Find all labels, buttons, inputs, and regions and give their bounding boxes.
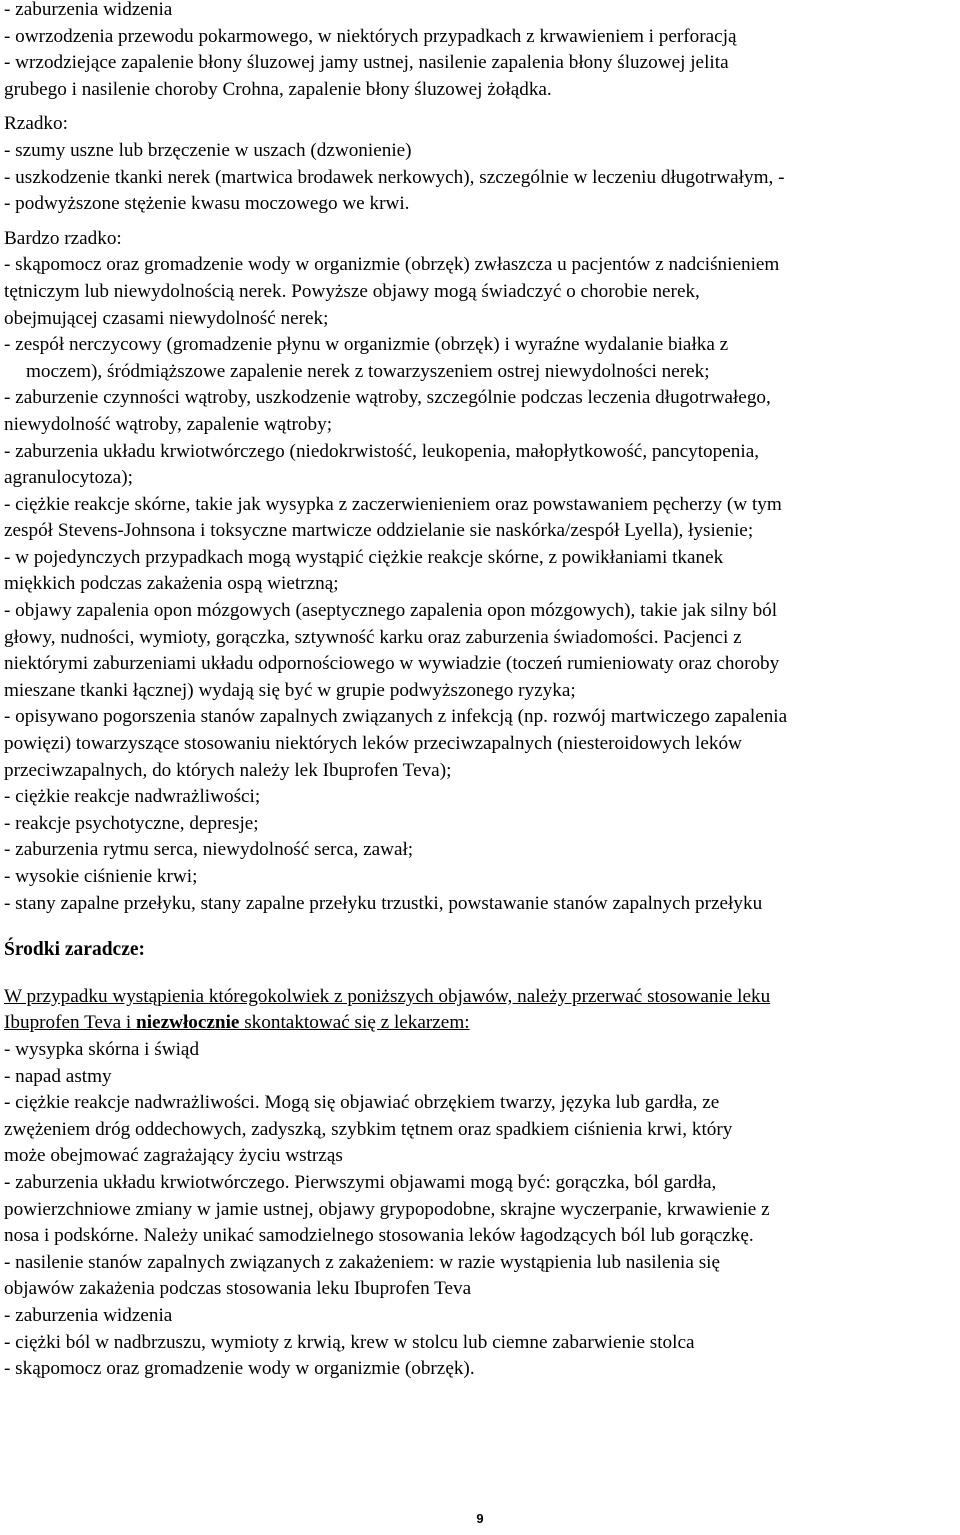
symptom-line: - ciężkie reakcje nadwrażliwości. Mogą się objawiać obrzękiem twarzy, języka lub gardła, ze: [4, 1092, 720, 1114]
text-line: - podwyższone stężenie kwasu moczowego we krwi.: [4, 193, 410, 215]
symptom-line: powierzchniowe zmiany w jamie ustnej, objawy grypopodobne, skrajne wyczerpanie, krwawienie z: [4, 1198, 770, 1220]
subheading-bardzo-rzadko: Bardzo rzadko:: [4, 227, 122, 249]
text-line: - objawy zapalenia opon mózgowych (aseptycznego zapalenia opon mózgowych), takie jak silny ból: [4, 600, 778, 622]
subheading-rzadko: Rzadko:: [4, 113, 68, 135]
text-line: miękkich podczas zakażenia ospą wietrzną;: [4, 573, 339, 595]
text-line: - zaburzenie czynności wątroby, uszkodzenie wątroby, szczególnie podczas leczenia długotrwałego,: [4, 387, 771, 409]
text-line: - uszkodzenie tkanki nerek (martwica brodawek nerkowych), szczególnie w leczeniu długotrwałym, -: [4, 166, 785, 188]
warning-line-2: [4, 1010, 956, 1037]
document-page: [4, 0, 956, 1383]
text-line: - ciężkie reakcje nadwrażliwości;: [4, 786, 261, 808]
text-line: - stany zapalne przełyku, stany zapalne przełyku trzustki, powstawanie stanów zapalnych przełyku: [4, 892, 763, 914]
text-line: - reakcje psychotyczne, depresje;: [4, 812, 259, 834]
text-line: - wrzodziejące zapalenie błony śluzowej jamy ustnej, nasilenie zapalenia błony śluzowej jelita: [4, 52, 729, 74]
text-line: - zaburzenia układu krwiotwórczego (niedokrwistość, leukopenia, małopłytkowość, pancytopenia,: [4, 440, 760, 462]
text-line: grubego i nasilenie choroby Crohna, zapalenie błony śluzowej żołądka.: [4, 78, 552, 100]
text-line: obejmującej czasami niewydolność nerek;: [4, 307, 329, 329]
text-line: tętniczym lub niewydolnością nerek. Powyższe objawy mogą świadczyć o chorobie nerek,: [4, 280, 700, 302]
warning-text: skontaktować się z lekarzem:: [239, 1012, 470, 1034]
text-line: - zaburzenia widzenia: [4, 0, 173, 20]
text-line: zespół Stevens-Johnsona i toksyczne martwicze oddzielanie sie naskórka/zespół Lyella), łysienie;: [4, 520, 754, 542]
text-line: - zaburzenia rytmu serca, niewydolność serca, zawał;: [4, 839, 414, 861]
text-line: - wysokie ciśnienie krwi;: [4, 866, 198, 887]
text-line: przeciwzapalnych, do których należy lek Ibuprofen Teva);: [4, 759, 452, 781]
section-heading: Środki zaradcze:: [4, 939, 145, 961]
warning-text: Ibuprofen Teva i: [4, 1012, 137, 1034]
text-line: głowy, nudności, wymioty, gorączka, sztywność karku oraz zaburzenia świadomości. Pacjenci z: [4, 626, 742, 648]
symptom-line: - zaburzenia widzenia: [4, 1304, 173, 1326]
symptom-line: - ciężki ból w nadbrzuszu, wymioty z krwią, krew w stolcu lub ciemne zabarwienie stolca: [4, 1331, 695, 1353]
text-line: - owrzodzenia przewodu pokarmowego, w niektórych przypadkach z krwawieniem i perforacją: [4, 25, 737, 47]
text-line: mieszane tkanki łącznej) wydają się być w grupie podwyższonego ryzyka;: [4, 679, 576, 701]
text-line: niektórymi zaburzeniami układu odpornościowego w wywiadzie (toczeń rumieniowaty oraz choroby: [4, 653, 780, 675]
warning-emphasis: niezwłocznie: [136, 1012, 240, 1034]
text-line: powięzi) towarzyszące stosowaniu niektórych leków przeciwzapalnych (niesteroidowych leków: [4, 733, 742, 755]
symptom-line: - napad astmy: [4, 1065, 112, 1087]
symptom-line: nosa i podskórne. Należy unikać samodzielnego stosowania leków łagodzących ból lub gorączkę.: [4, 1225, 754, 1247]
text-line: - skąpomocz oraz gromadzenie wody w organizmie (obrzęk) zwłaszcza u pacjentów z nadciśnieniem: [4, 254, 780, 276]
page-number: 9: [476, 1511, 484, 1526]
symptom-line: - wysypka skórna i świąd: [4, 1038, 200, 1060]
text-line: niewydolność wątroby, zapalenie wątroby;: [4, 413, 333, 435]
symptom-line: - nasilenie stanów zapalnych związanych z zakażeniem: w razie wystąpienia lub nasilenia się: [4, 1251, 721, 1273]
warning-line: W przypadku wystąpienia któregokolwiek z poniższych objawów, należy przerwać stosowanie leku: [4, 985, 771, 1007]
symptom-line: może obejmować zagrażający życiu wstrząs: [4, 1145, 343, 1167]
text-line: - zespół nerczycowy (gromadzenie płynu w organizmie (obrzęk) i wyraźne wydalanie białka z: [4, 334, 729, 356]
symptom-line: - skąpomocz oraz gromadzenie wody w organizmie (obrzęk).: [4, 1358, 475, 1380]
text-line: - w pojedynczych przypadkach mogą wystąpić ciężkie reakcje skórne, z powikłaniami tkanek: [4, 546, 724, 568]
text-line: - opisywano pogorszenia stanów zapalnych związanych z infekcją (np. rozwój martwiczego zapalenia: [4, 706, 788, 728]
text-line: - szumy uszne lub brzęczenie w uszach (dzwonienie): [4, 139, 412, 161]
symptom-line: objawów zakażenia podczas stosowania leku Ibuprofen Teva: [4, 1278, 472, 1300]
text-line: agranulocytoza);: [4, 467, 133, 489]
text-line: moczem), śródmiąższowe zapalenie nerek z towarzyszeniem ostrej niewydolności nerek;: [26, 360, 710, 382]
symptom-line: zwężeniem dróg oddechowych, zadyszką, szybkim tętnem oraz spadkiem ciśnienia krwi, który: [4, 1118, 733, 1140]
symptom-line: - zaburzenia układu krwiotwórczego. Pierwszymi objawami mogą być: gorączka, ból gardła,: [4, 1171, 717, 1193]
text-line: - ciężkie reakcje skórne, takie jak wysypka z zaczerwienieniem oraz powstawaniem pęcherzy (w tym: [4, 493, 782, 515]
